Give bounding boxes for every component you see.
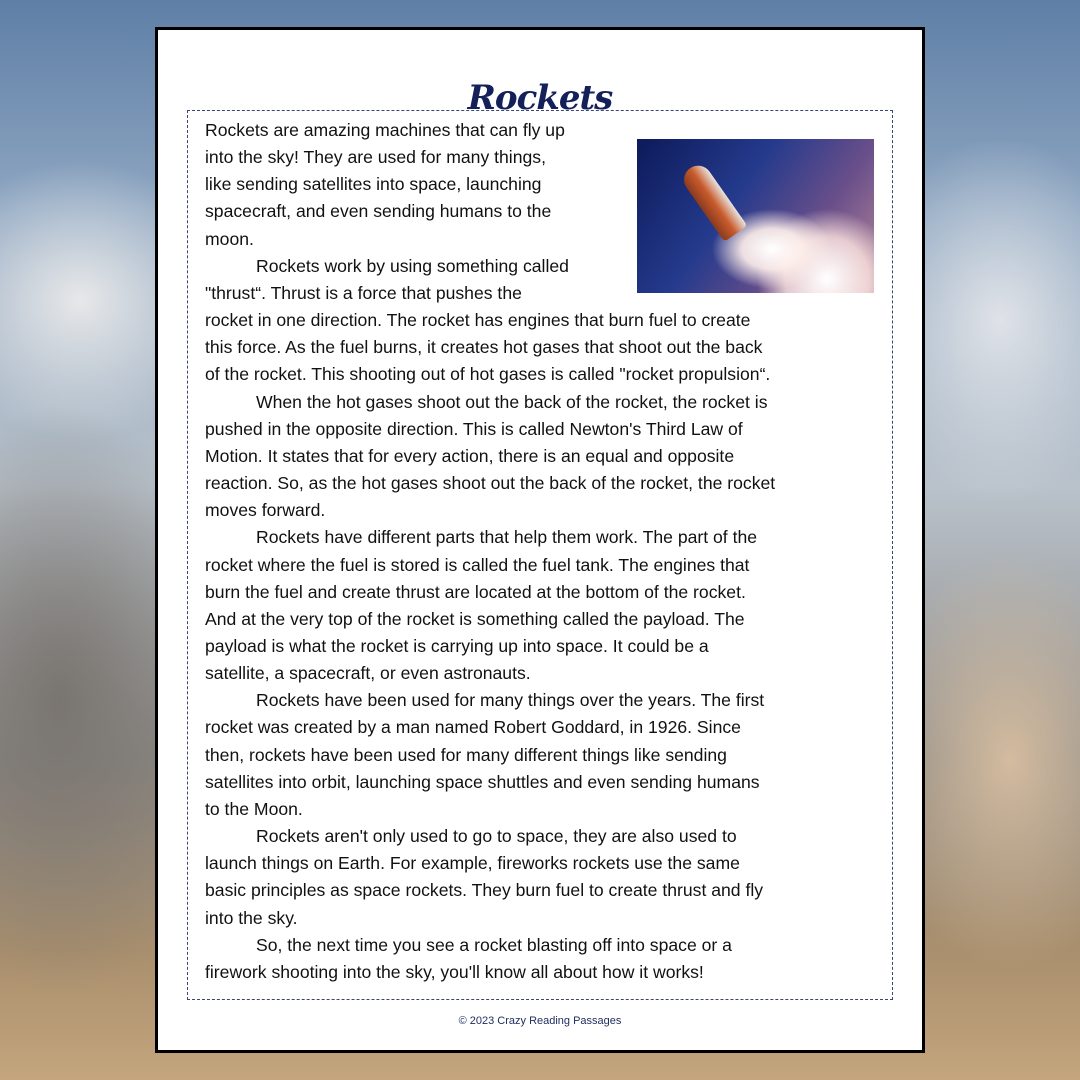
text-line: Rockets aren't only used to go to space, they are also used to bbox=[256, 826, 737, 847]
paragraph bbox=[205, 687, 775, 823]
paragraph bbox=[205, 524, 775, 687]
text-line: satellite, a spacecraft, or even astronauts. bbox=[205, 663, 531, 684]
text-line: then, rockets have been used for many different things like sending bbox=[205, 744, 727, 765]
text-line: moon. bbox=[205, 228, 254, 249]
text-line: reaction. So, as the hot gases shoot out the back of the rocket, the rocket bbox=[205, 473, 776, 494]
text-line: Rockets work by using something called bbox=[256, 255, 569, 276]
passage-box bbox=[187, 110, 893, 1000]
text-line: moves forward. bbox=[205, 500, 326, 521]
text-line: spacecraft, and even sending humans to the bbox=[205, 201, 552, 222]
text-line: Rockets have been used for many things over the years. The first bbox=[256, 690, 765, 711]
paragraph bbox=[205, 117, 775, 253]
text-line: Rockets have different parts that help them work. The part of the bbox=[256, 527, 758, 548]
text-line: basic principles as space rockets. They burn fuel to create thrust and fly bbox=[205, 880, 764, 901]
copyright-footer: © 2023 Crazy Reading Passages bbox=[458, 1015, 622, 1027]
text-line: So, the next time you see a rocket blasting off into space or a bbox=[256, 934, 732, 955]
paragraph bbox=[205, 932, 775, 986]
page-title: Rockets bbox=[467, 78, 613, 118]
text-line: satellites into orbit, launching space shuttles and even sending humans bbox=[205, 771, 760, 792]
text-line: this force. As the fuel burns, it creates hot gases that shoot out the back bbox=[205, 337, 763, 358]
text-line: into the sky! They are used for many things, bbox=[205, 147, 546, 168]
text-line: pushed in the opposite direction. This is called Newton's Third Law of bbox=[205, 418, 743, 439]
paragraph bbox=[205, 823, 775, 932]
paragraph bbox=[205, 389, 775, 525]
passage-text bbox=[205, 117, 775, 986]
text-line: When the hot gases shoot out the back of the rocket, the rocket is bbox=[256, 391, 768, 412]
text-line: rocket in one direction. The rocket has engines that burn fuel to create bbox=[205, 310, 751, 331]
text-line: firework shooting into the sky, you'll know all about how it works! bbox=[205, 961, 704, 982]
text-line: launch things on Earth. For example, fireworks rockets use the same bbox=[205, 853, 740, 874]
text-line: rocket was created by a man named Robert Goddard, in 1926. Since bbox=[205, 717, 741, 738]
text-line: And at the very top of the rocket is something called the payload. The bbox=[205, 608, 745, 629]
text-line: rocket where the fuel is stored is called the fuel tank. The engines that bbox=[205, 554, 750, 575]
text-line: payload is what the rocket is carrying up into space. It could be a bbox=[205, 635, 709, 656]
text-line: into the sky. bbox=[205, 907, 298, 928]
paragraph bbox=[205, 253, 775, 389]
text-line: of the rocket. This shooting out of hot gases is called "rocket propulsion“. bbox=[205, 364, 771, 385]
text-line: like sending satellites into space, launching bbox=[205, 174, 542, 195]
text-line: "thrust“. Thrust is a force that pushes the bbox=[205, 282, 522, 303]
worksheet-page bbox=[155, 27, 925, 1053]
text-line: burn the fuel and create thrust are located at the bottom of the rocket. bbox=[205, 581, 746, 602]
text-line: Rockets are amazing machines that can fly up bbox=[205, 120, 565, 140]
text-line: Motion. It states that for every action, there is an equal and opposite bbox=[205, 445, 735, 466]
text-line: to the Moon. bbox=[205, 798, 303, 819]
